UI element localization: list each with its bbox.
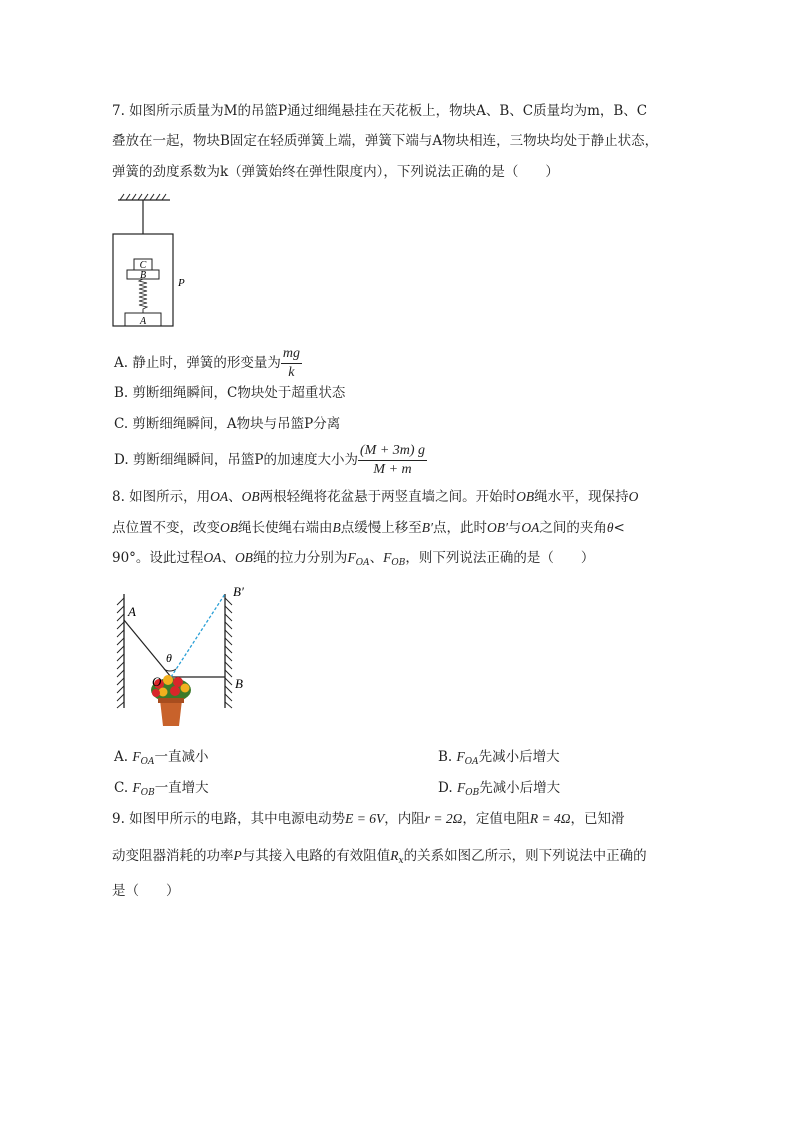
q8-l1-o: O <box>628 489 639 504</box>
q8-opt-a-pre: A. <box>114 749 133 765</box>
q8-opt-c-pre: C. <box>114 780 133 796</box>
q9-line-3: 是（ ） <box>112 883 180 899</box>
q8-opt-b-sub: OA <box>464 757 479 767</box>
q8-l3-f1: F <box>347 550 356 565</box>
q7-option-a-numerator: mg <box>281 345 302 364</box>
q9-l1-emf: E = 6V <box>345 811 385 826</box>
q9-l1-a: 9. 如图甲所示的电路，其中电源电动势 <box>112 811 346 827</box>
q8-l3-c: 绳的拉力分别为 <box>252 550 348 566</box>
q8-opt-b-text: 先减小后增大 <box>478 749 560 765</box>
q8-opt-c-f: F <box>132 780 141 795</box>
q7-line-2: 叠放在一起，物块B固定在轻质弹簧上端，弹簧下端与A物块相连，三物块均处于静止状态， <box>112 133 659 149</box>
q8-l2-a: 点位置不变，改变 <box>112 520 220 536</box>
q7-line-1: 7. 如图所示质量为M的吊篮P通过细绳悬挂在天花板上，物块A、B、C质量均为m，B、C <box>112 103 648 119</box>
q9-l2-b: 与其接入电路的有效阻值 <box>241 848 391 864</box>
q7-label-b: B <box>139 270 147 281</box>
q7-option-c: C. 剪断细绳瞬间，A物块与吊篮P分离 <box>114 416 341 432</box>
q8-option-c <box>114 778 209 803</box>
q8-l1-d: 绳水平，现保持 <box>534 489 629 505</box>
q7-option-d-text: D. 剪断细绳瞬间，吊篮P的加速度大小为 <box>114 452 359 468</box>
q9-l2-c: 的关系如图乙所示，则下列说法中正确的 <box>403 848 647 864</box>
q8-l3-f2: F <box>383 550 392 565</box>
q7-option-a-denominator: k <box>288 365 295 380</box>
q8-l1-a: 8. 如图所示，用 <box>112 489 211 505</box>
q8-l3-d: 、 <box>369 550 384 566</box>
q8-opt-b-f: F <box>456 749 465 764</box>
q9-l1-b: ，内阻 <box>384 811 425 827</box>
q7-option-d-fraction <box>358 442 427 479</box>
q8-l2-bp: B <box>332 520 341 535</box>
q8-l2-bprime: B′ <box>421 520 433 535</box>
q8-l3-e: ，则下列说法正确的是（ ） <box>405 550 595 566</box>
q8-opt-d-f: F <box>456 780 466 795</box>
q8-figure <box>112 580 262 738</box>
q8-l3-ob: OB <box>234 550 253 565</box>
q8-l2-b: 绳长使绳右端由 <box>238 520 333 536</box>
q8-l1-b: 、 <box>228 489 242 505</box>
q8-l1-oa: OA <box>210 489 229 504</box>
q8-label-a: A <box>128 604 136 619</box>
q8-label-b: B <box>235 676 243 691</box>
q9-l1-R: R = 4Ω <box>529 811 571 826</box>
q8-l2-f: 之间的夹角 <box>539 520 607 536</box>
q8-l3-oa: OA <box>203 550 222 565</box>
q8-option-d <box>438 778 560 803</box>
q8-opt-d-text: 先减小后增大 <box>479 780 561 796</box>
q7-figure <box>108 192 198 334</box>
q8-option-a <box>114 747 208 772</box>
q7-option-a-fraction <box>281 345 302 382</box>
q8-l3-b: 、 <box>221 550 235 566</box>
q8-l3-a: 90°。设此过程 <box>112 550 204 566</box>
q7-option-d <box>114 440 427 480</box>
q8-l2-d: 点，此时 <box>432 520 487 536</box>
q9-l1-d: ，已知滑 <box>570 811 625 827</box>
q8-option-b <box>438 747 560 772</box>
q8-opt-d-sub: OB <box>465 788 480 798</box>
q8-label-o: O <box>152 674 162 689</box>
q9-line-2 <box>112 846 647 871</box>
q8-label-bprime: B′ <box>233 584 244 599</box>
q8-l1-ob2: OB <box>516 489 535 504</box>
q8-line-2 <box>112 518 625 538</box>
q9-l2-a: 动变阻器消耗的功率 <box>112 848 234 864</box>
q8-l2-obp: OB′ <box>486 520 508 535</box>
q8-opt-b-pre: B. <box>438 749 457 765</box>
q9-l2-rx: R <box>390 848 399 863</box>
q8-l2-c: 点缓慢上移至 <box>340 520 422 536</box>
q8-opt-c-sub: OB <box>140 788 155 798</box>
q7-option-d-numerator: (M + 3m) g <box>358 442 427 461</box>
q8-l1-ob: OB <box>241 489 260 504</box>
q7-label-p: P <box>178 277 185 289</box>
q8-opt-a-sub: OA <box>140 757 155 767</box>
q8-l3-f1-sub: OA <box>355 558 370 568</box>
q7-option-b: B. 剪断细绳瞬间，C物块处于超重状态 <box>114 385 346 401</box>
q8-l3-f2-sub: OB <box>391 558 406 568</box>
q8-opt-a-text: 一直减小 <box>154 749 209 765</box>
q8-line-1 <box>112 487 638 507</box>
q9-line-1 <box>112 809 625 829</box>
q9-l2-rx-sub: x <box>398 856 404 866</box>
q8-l1-c: 两根轻绳将花盆悬于两竖直墙之间。开始时 <box>259 489 517 505</box>
q7-label-c: C <box>139 260 147 271</box>
q8-l2-g: < <box>613 520 625 536</box>
q8-l2-ob: OB <box>220 520 238 535</box>
q9-l1-r: r = 2Ω <box>424 811 463 826</box>
q8-opt-a-f: F <box>132 749 141 764</box>
q7-option-a-text: A. 静止时，弹簧的形变量为 <box>114 355 281 371</box>
q8-opt-c-text: 一直增大 <box>154 780 209 796</box>
q7-line-3: 弹簧的劲度系数为k（弹簧始终在弹性限度内），下列说法正确的是（ ） <box>112 164 559 180</box>
q8-line-3 <box>112 548 594 573</box>
q8-label-theta: θ <box>166 651 172 665</box>
q9-l1-c: ，定值电阻 <box>462 811 530 827</box>
q7-option-a <box>114 343 302 383</box>
q7-option-d-denominator: M + m <box>373 462 412 477</box>
q8-l2-theta: θ <box>606 520 614 535</box>
q8-opt-d-pre: D. <box>438 780 457 796</box>
q8-l2-e: 与 <box>507 520 522 536</box>
q7-label-a: A <box>139 316 147 327</box>
q9-l2-p: P <box>233 848 242 863</box>
q8-l2-oa: OA <box>521 520 540 535</box>
